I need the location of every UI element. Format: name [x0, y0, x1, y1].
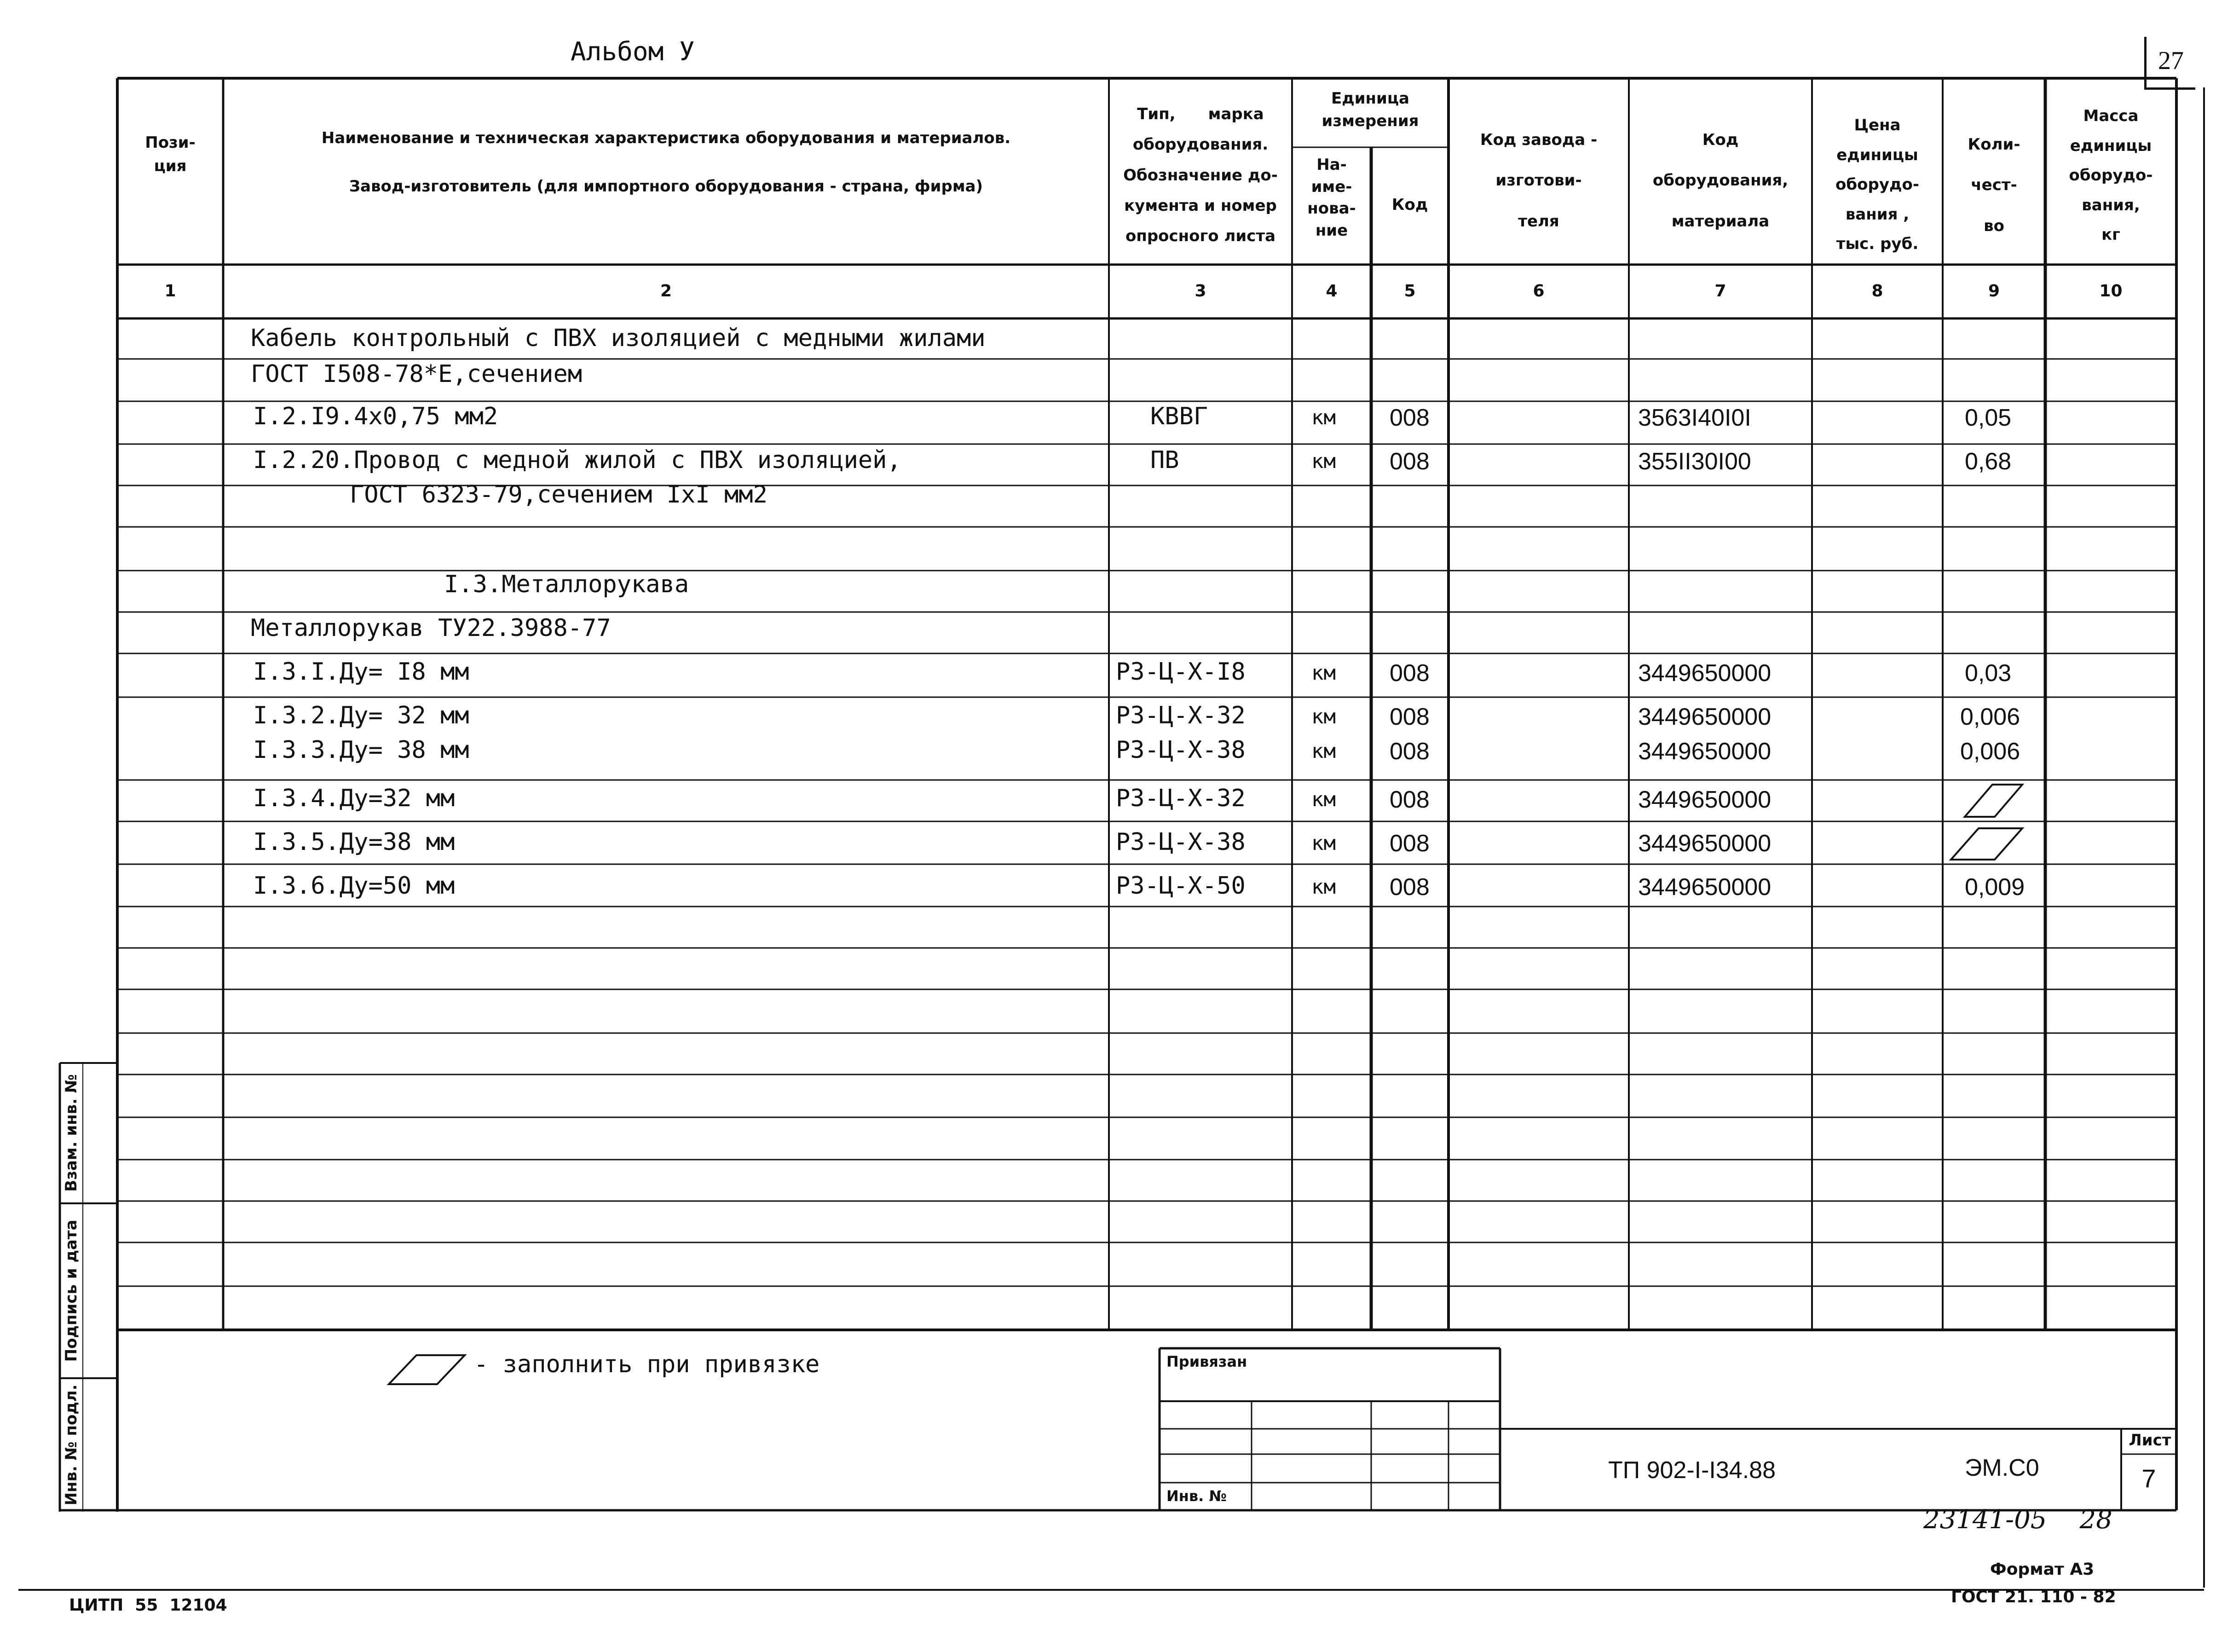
- page-number-top: 27: [2158, 46, 2184, 75]
- table-row-name: I.3.4.Ду=32 мм: [253, 785, 455, 812]
- table-row-type: КВВГ: [1150, 403, 1208, 430]
- col-num-3: 3: [1195, 282, 1206, 300]
- section-title: I.3.Металлорукава: [444, 571, 689, 598]
- header-factory-code: Код завода - изготови- теля: [1480, 131, 1598, 231]
- table-row-type: Р3-Ц-Х-38: [1116, 828, 1246, 856]
- header-unit-code: Код: [1391, 196, 1428, 214]
- header-name-line1: Наименование и техническая характеристика оборудования и материалов.: [321, 129, 1011, 147]
- header-quantity: Коли- чест- во: [1968, 135, 2020, 235]
- col-num-7: 7: [1714, 282, 1726, 300]
- table-row-name: I.3.3.Ду= 38 мм: [253, 736, 469, 764]
- col-num-5: 5: [1404, 282, 1416, 300]
- table-row-name: ГОСТ I508-78*Е,сечением: [251, 360, 583, 388]
- table-row-name: I.2.20.Провод с медной жилой с ПВХ изоляцией,: [253, 446, 901, 474]
- header-mass: Масса единицы оборудо- вания, кг: [2069, 107, 2153, 244]
- table-row-quantity: 0,05: [1965, 404, 2012, 431]
- table-row-unit: км: [1311, 832, 1336, 855]
- table-row-material-code: 3449650000: [1638, 738, 1772, 765]
- side-label-podpis: Подпись и дата: [62, 1219, 81, 1362]
- table-row-unit: км: [1311, 705, 1336, 728]
- table-row-material-code: 3563I40I0I: [1638, 404, 1751, 431]
- table-row-material-code: 3449650000: [1638, 660, 1772, 687]
- header-type: Тип, марка оборудования. Обозначение до- кумента и номер опросного листа: [1123, 105, 1278, 246]
- stamp-doc-mark: ЭМ.С0: [1965, 1455, 2039, 1481]
- table-row-quantity: 0,006: [1960, 704, 2020, 730]
- header-position: Пози- ция: [145, 133, 196, 175]
- header-price: Цена единицы оборудо- вания , тыс. руб.: [1835, 116, 1919, 254]
- col-num-1: 1: [164, 282, 176, 300]
- table-row-name: I.3.I.Ду= I8 мм: [253, 658, 469, 686]
- table-row-material-code: 355II30I00: [1638, 448, 1751, 475]
- table-row-material-code: 3449650000: [1638, 830, 1772, 857]
- col-num-2: 2: [660, 282, 672, 300]
- table-row-unit-code: 008: [1390, 874, 1430, 901]
- table-row-unit: км: [1311, 406, 1336, 429]
- table-row-material-code: 3449650000: [1638, 786, 1772, 813]
- table-row-type: Р3-Ц-Х-32: [1116, 785, 1246, 812]
- stamp-sheet-number: 7: [2141, 1464, 2156, 1493]
- table-row-unit-code: 008: [1390, 786, 1430, 813]
- table-row-type: Р3-Ц-Х-50: [1116, 872, 1246, 900]
- table-row-quantity: 0,68: [1965, 448, 2012, 475]
- table-row-unit: км: [1311, 875, 1336, 899]
- table-row-type: ПВ: [1150, 446, 1179, 474]
- table-row-unit-code: 008: [1390, 448, 1430, 475]
- gost-label: ГОСТ 21. 110 - 82: [1951, 1588, 2116, 1606]
- header-unit-name: На- име- нова- ние: [1307, 156, 1356, 240]
- table-row-unit-code: 008: [1390, 660, 1430, 687]
- table-row-type: Р3-Ц-Х-32: [1116, 702, 1246, 729]
- table-row-material-code: 3449650000: [1638, 704, 1772, 730]
- table-row-unit: км: [1311, 450, 1336, 473]
- legend-text: - заполнить при привязке: [474, 1351, 820, 1378]
- header-name-line2: Завод-изготовитель (для импортного оборудования - страна, фирма): [349, 177, 983, 196]
- table-row-type: Р3-Ц-Х-38: [1116, 736, 1246, 764]
- table-row-name: ГОСТ 6323-79,сечением IхI мм2: [350, 481, 767, 508]
- table-row-material-code: 3449650000: [1638, 874, 1772, 901]
- stamp-sheet-label: Лист: [2129, 1431, 2171, 1450]
- table-row-unit: км: [1311, 788, 1336, 811]
- table-row-quantity: 0,03: [1965, 660, 2012, 687]
- side-label-vzam: Взам. инв. №: [62, 1074, 81, 1192]
- printer-label: ЦИТП 55 12104: [69, 1596, 227, 1615]
- col-num-4: 4: [1326, 282, 1338, 300]
- header-unit-group: Единица измерения: [1321, 89, 1419, 131]
- table-row-unit-code: 008: [1390, 738, 1430, 765]
- table-row-name: Металлорукав ТУ22.3988-77: [251, 614, 611, 642]
- col-num-8: 8: [1871, 282, 1883, 300]
- stamp-bound-label: Привязан: [1166, 1353, 1247, 1370]
- col-num-9: 9: [1988, 282, 2000, 300]
- table-row-quantity: 0,009: [1965, 874, 2025, 901]
- header-equipment-code: Код оборудования, материала: [1652, 131, 1789, 231]
- table-row-unit-code: 008: [1390, 704, 1430, 730]
- table-row-unit-code: 008: [1390, 830, 1430, 857]
- table-row-type: Р3-Ц-Х-I8: [1116, 658, 1246, 686]
- album-title: Альбом У: [571, 37, 695, 67]
- table-row-name: I.3.2.Ду= 32 мм: [253, 702, 469, 729]
- table-row-unit: км: [1311, 739, 1336, 763]
- col-num-6: 6: [1533, 282, 1545, 300]
- handwritten-code: 23141-05 28: [1923, 1505, 2112, 1535]
- side-label-inv-podl: Инв. № подл.: [62, 1384, 81, 1506]
- table-row-unit-code: 008: [1390, 404, 1430, 431]
- col-num-10: 10: [2099, 282, 2123, 300]
- table-row-name: Кабель контрольный с ПВХ изоляцией с медными жилами: [251, 324, 986, 352]
- table-row-quantity: 0,006: [1960, 738, 2020, 765]
- table-row-name: I.3.5.Ду=38 мм: [253, 828, 455, 856]
- format-label: Формат А3: [1990, 1560, 2095, 1579]
- table-row-name: I.2.I9.4х0,75 мм2: [253, 403, 498, 430]
- table-row-unit: км: [1311, 661, 1336, 685]
- stamp-doc-code: ТП 902-I-I34.88: [1608, 1457, 1776, 1484]
- stamp-inv-label: Инв. №: [1166, 1487, 1227, 1505]
- table-row-name: I.3.6.Ду=50 мм: [253, 872, 455, 900]
